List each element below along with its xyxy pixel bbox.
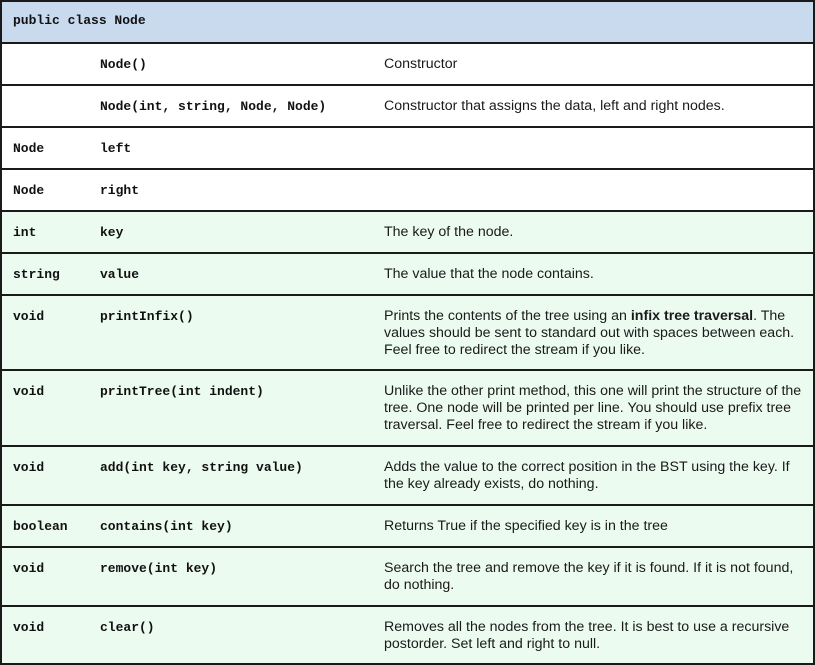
table-row [1, 253, 814, 295]
member-description: Removes all the nodes from the tree. It is best to use a recursive postorder. Set left and right to null. [374, 606, 814, 664]
member-signature: remove(int key) [89, 547, 374, 606]
member-signature: add(int key, string value) [89, 446, 374, 505]
description-text: . The values should be sent to standard out with spaces between each. Feel free to redirect the stream if you like. [384, 308, 795, 358]
member-signature: Node() [89, 43, 374, 85]
table-row [1, 606, 814, 664]
member-description: The value that the node contains. [374, 253, 814, 295]
table-row [1, 43, 814, 85]
member-description: Search the tree and remove the key if it is found. If it is not found, do nothing. [374, 547, 814, 606]
return-type: void [1, 446, 89, 505]
description-text: Prints the contents of the tree using an [384, 308, 631, 324]
table-row [1, 127, 814, 169]
table-header-row [1, 1, 814, 43]
member-signature: key [89, 211, 374, 253]
return-type [1, 43, 89, 85]
member-description: Adds the value to the correct position in the BST using the key. If the key already exists, do nothing. [374, 446, 814, 505]
member-description [374, 127, 814, 169]
member-description: The key of the node. [374, 211, 814, 253]
member-signature: printInfix() [89, 295, 374, 370]
return-type: int [1, 211, 89, 253]
table-row [1, 211, 814, 253]
return-type [1, 85, 89, 127]
member-signature: Node(int, string, Node, Node) [89, 85, 374, 127]
return-type: string [1, 253, 89, 295]
member-description: Unlike the other print method, this one will print the structure of the tree. One node will be printed per line. You should use prefix tree traversal. Feel free to redirect the stream if you like. [374, 370, 814, 446]
member-signature: left [89, 127, 374, 169]
member-description [374, 169, 814, 211]
return-type: void [1, 547, 89, 606]
member-signature: right [89, 169, 374, 211]
table-row [1, 370, 814, 446]
member-description: Constructor that assigns the data, left and right nodes. [374, 85, 814, 127]
member-signature: contains(int key) [89, 505, 374, 547]
return-type: Node [1, 127, 89, 169]
member-signature: printTree(int indent) [89, 370, 374, 446]
return-type: void [1, 370, 89, 446]
table-row [1, 547, 814, 606]
description-emphasis: infix tree traversal [630, 308, 754, 324]
return-type: void [1, 295, 89, 370]
table-row [1, 85, 814, 127]
member-signature: clear() [89, 606, 374, 664]
table-row [1, 446, 814, 505]
member-signature: value [89, 253, 374, 295]
return-type: boolean [1, 505, 89, 547]
return-type: void [1, 606, 89, 664]
table-row [1, 169, 814, 211]
table-row [1, 295, 814, 370]
member-description [374, 295, 814, 370]
member-description: Constructor [374, 43, 814, 85]
class-signature: public class Node [1, 1, 814, 43]
member-description: Returns True if the specified key is in the tree [374, 505, 814, 547]
return-type: Node [1, 169, 89, 211]
table-row [1, 505, 814, 547]
